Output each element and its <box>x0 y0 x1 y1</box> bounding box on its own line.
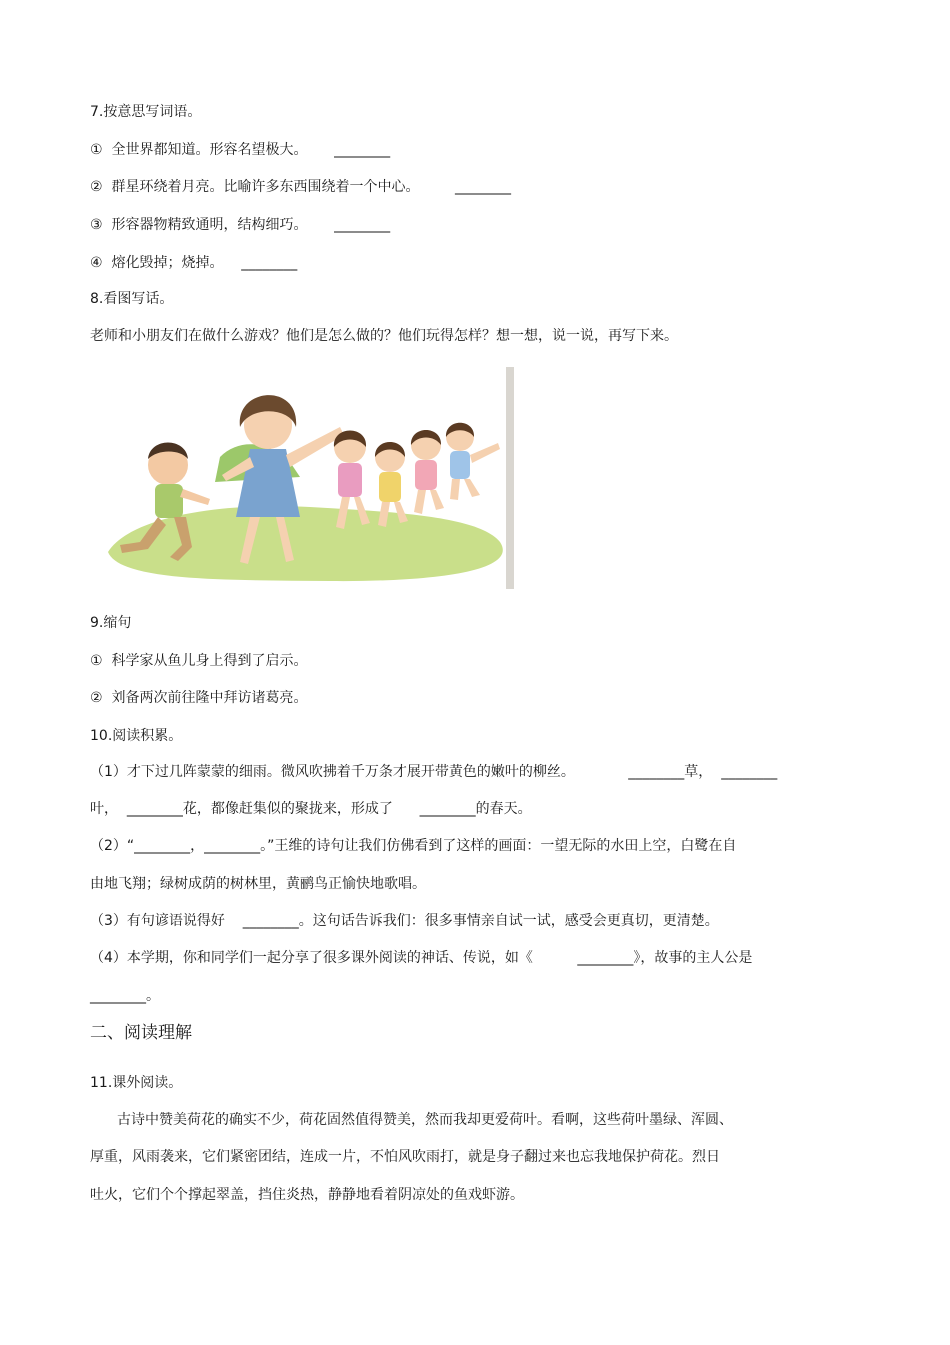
question-9-item-1: ① 科学家从鱼儿身上得到了启示。 <box>90 653 308 669</box>
question-10-title: 10.阅读积累。 <box>90 728 183 744</box>
passage-line-3: 吐火，它们个个撑起翠盖，挡住炎热，静静地看着阴凉处的鱼戏虾游。 <box>90 1187 524 1203</box>
passage-line-2: 厚重，风雨袭来，它们紧密团结，连成一片，不怕风吹雨打，就是身子翻过来也忘我地保护荷花。烈日 <box>90 1149 720 1165</box>
question-10-line-2: 叶， ________花，都像赶集似的聚拢来，形成了 ________的春天。 <box>90 801 532 817</box>
question-11-title: 11.课外阅读。 <box>90 1075 183 1091</box>
question-9-title: 9.缩句 <box>90 615 132 631</box>
passage-line-1: 古诗中赞美荷花的确实不少，荷花固然值得赞美，然而我却更爱荷叶。看啊，这些荷叶墨绿、浑圆、 <box>117 1112 733 1128</box>
games-illustration <box>100 367 514 589</box>
question-7-title: 7.按意思写词语。 <box>90 104 202 120</box>
question-8-prompt: 老师和小朋友们在做什么游戏？他们是怎么做的？他们玩得怎样？想一想，说一说，再写下来。 <box>90 328 678 344</box>
question-10-line-6: （4）本学期，你和同学们一起分享了很多课外阅读的神话、传说，如《 ________》，故事的主人公是 <box>90 950 753 966</box>
question-10-line-3: （2）“________，________。”王维的诗句让我们仿佛看到了这样的画面：一望无际的水田上空，白鹭在自 <box>90 838 737 854</box>
question-7-item-2: ② 群星环绕着月亮。比喻许多东西围绕着一个中心。 ________ <box>90 179 512 195</box>
question-10-line-4: 由地飞翔；绿树成荫的树林里，黄鹂鸟正愉快地歌唱。 <box>90 876 426 892</box>
question-10-line-7: ________。 <box>90 988 160 1004</box>
question-9-item-2: ② 刘备两次前往隆中拜访诸葛亮。 <box>90 690 308 706</box>
question-7-item-4: ④ 熔化毁掉；烧掉。 ________ <box>90 255 298 271</box>
section-heading-reading: 二、阅读理解 <box>90 1023 192 1043</box>
question-7-item-1: ① 全世界都知道。形容名望极大。 ________ <box>90 142 391 158</box>
question-8-title: 8.看图写话。 <box>90 291 174 307</box>
question-10-line-1: （1）才下过几阵蒙蒙的细雨。微风吹拂着千万条才展开带黄色的嫩叶的柳丝。 ________草， ________ <box>90 764 778 780</box>
question-7-item-3: ③ 形容器物精致通明，结构细巧。 ________ <box>90 217 391 233</box>
question-10-line-5: （3）有句谚语说得好 ________。这句话告诉我们：很多事情亲自试一试，感受会更真切，更清楚。 <box>90 913 719 929</box>
